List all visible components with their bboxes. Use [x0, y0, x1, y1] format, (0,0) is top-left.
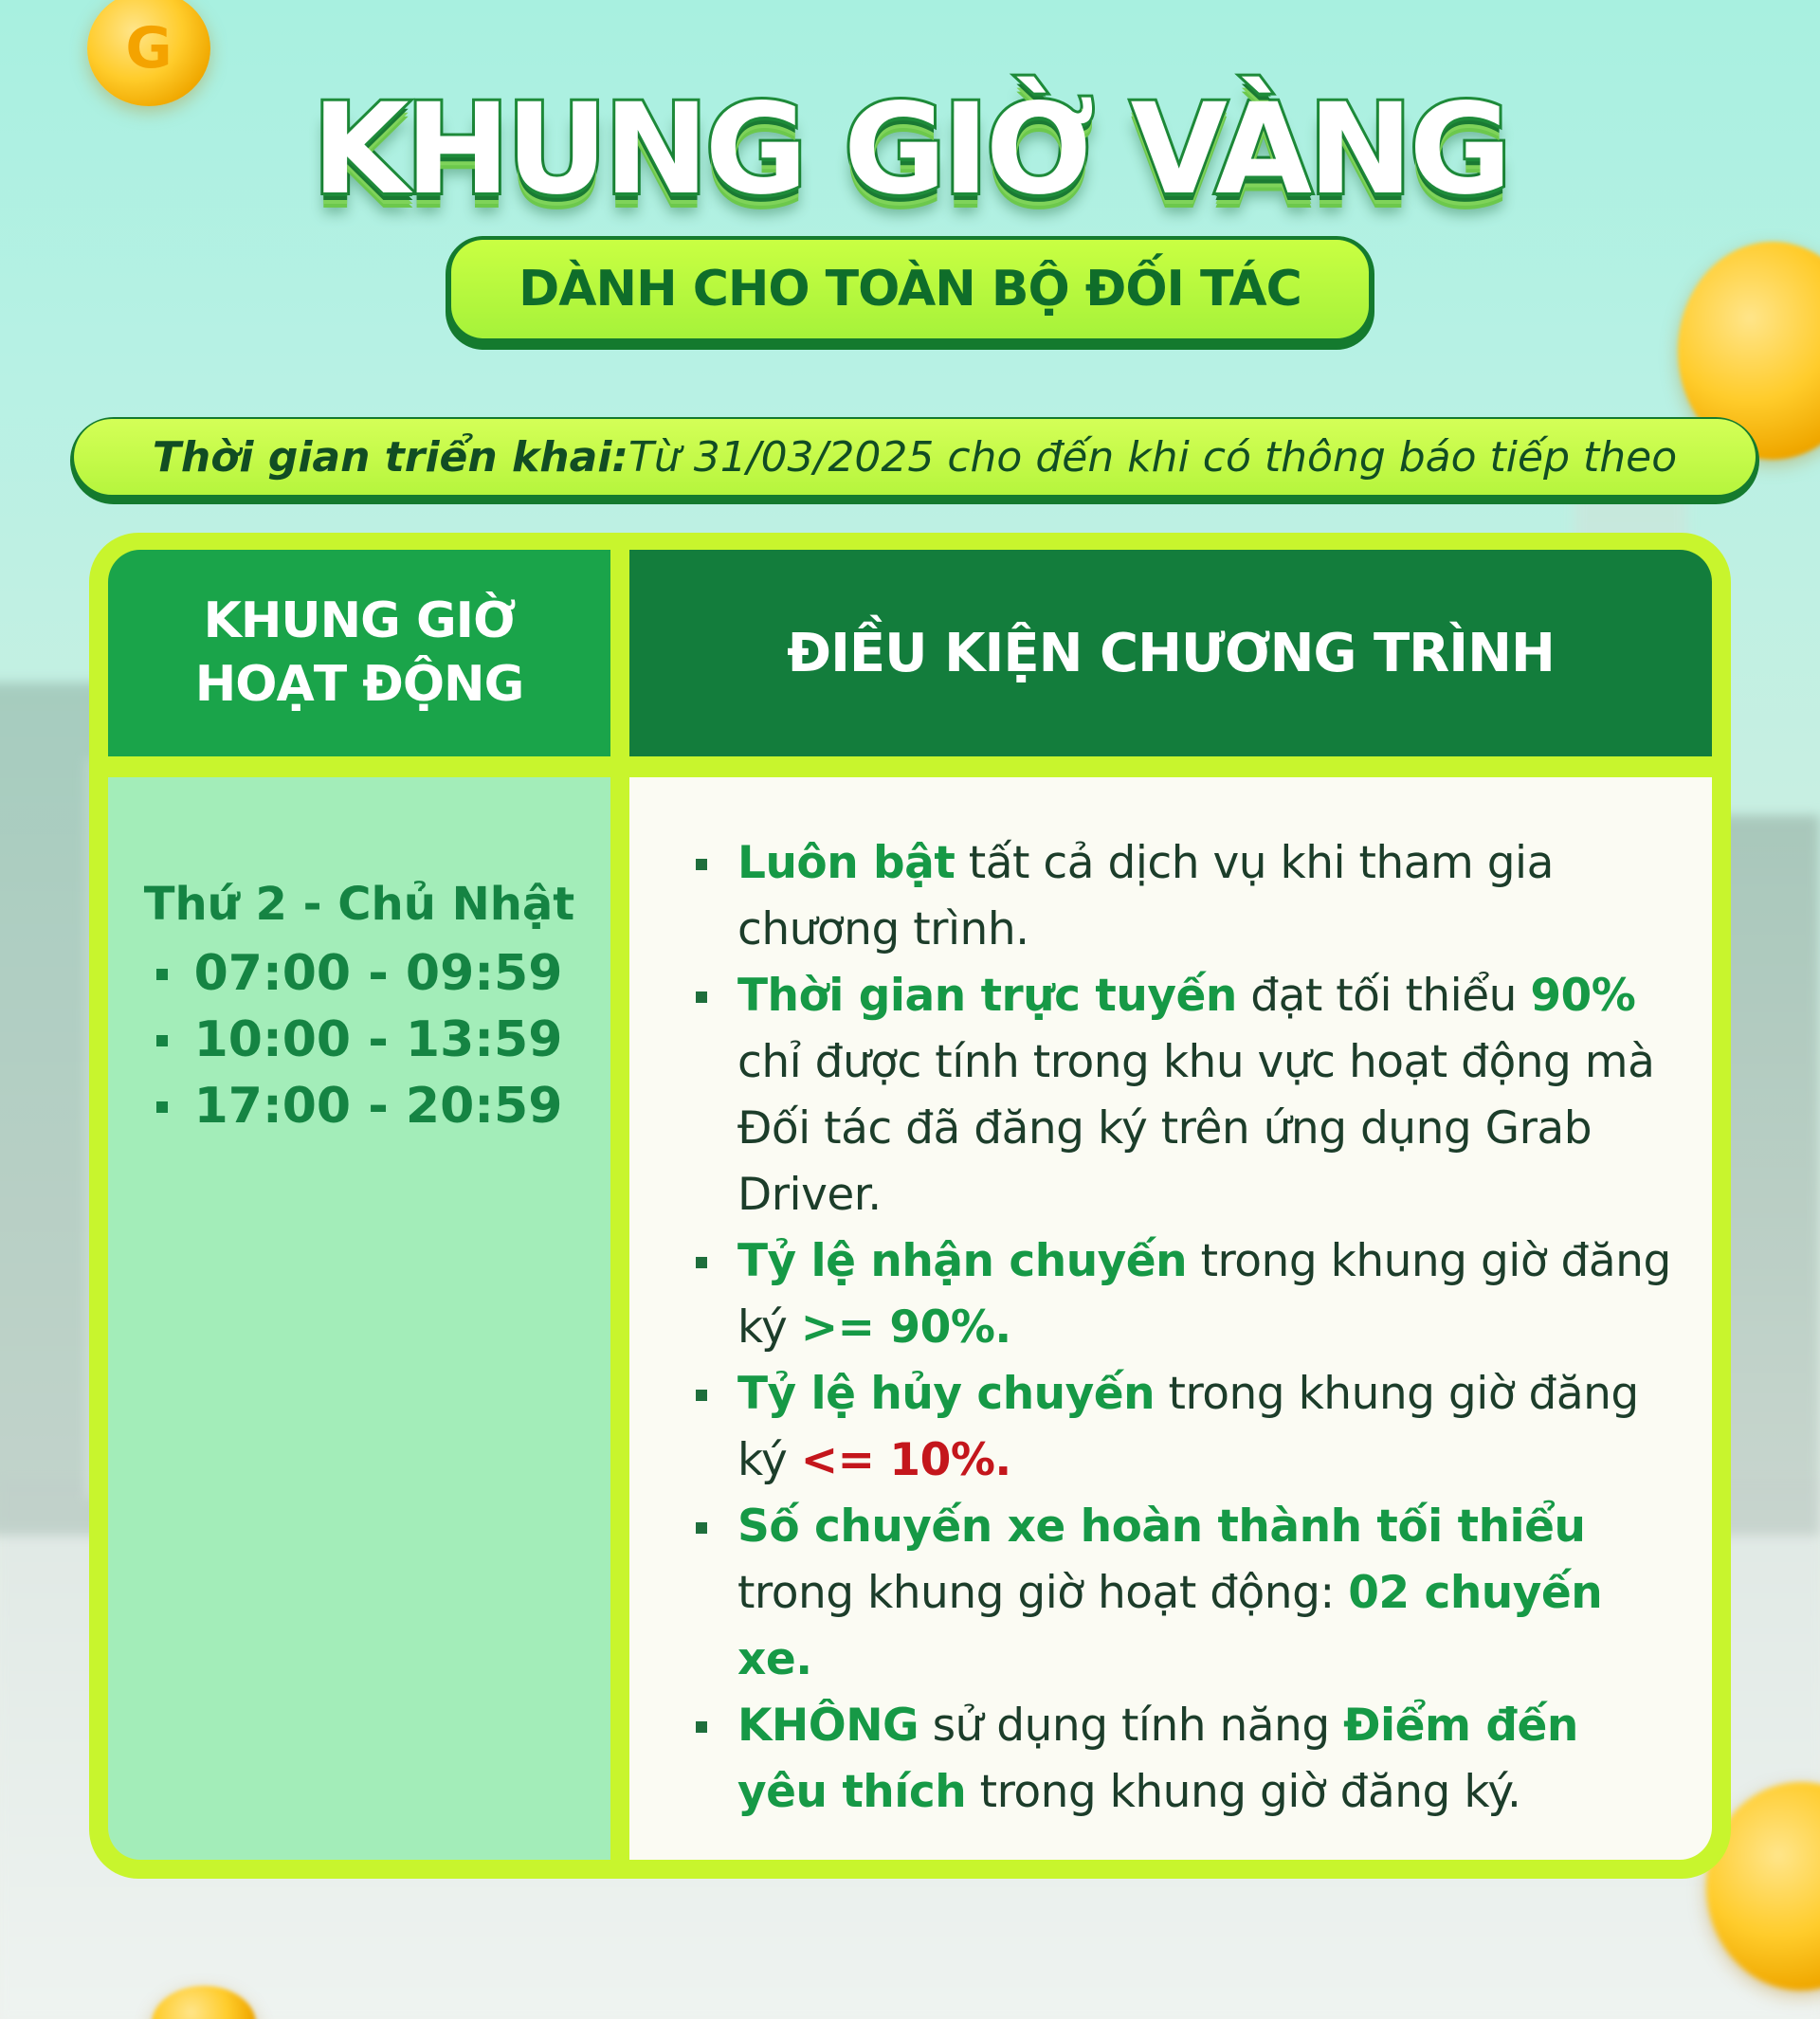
condition-highlight: KHÔNG: [737, 1700, 919, 1752]
condition-value: 02 chuyến xe.: [737, 1567, 1603, 1685]
condition-no-favorite-destination: [696, 1693, 1672, 1826]
condition-highlight: Số chuyến xe hoàn thành tối thiểu: [737, 1501, 1586, 1553]
header-active-hours-line1: KHUNG GIỜ: [203, 592, 516, 650]
coin-letter: G: [125, 15, 173, 82]
slot-list: [156, 940, 563, 1139]
header-active-hours-line2: HOẠT ĐỘNG: [194, 656, 524, 713]
condition-online-time: [696, 963, 1672, 1228]
condition-text: trong khung giờ đăng ký.: [966, 1766, 1521, 1818]
condition-list: [696, 830, 1672, 1826]
subtitle-text: DÀNH CHO TOÀN BỘ ĐỐI TÁC: [451, 240, 1369, 338]
condition-text: đạt tối thiểu: [1236, 970, 1531, 1022]
header-active-hours: [108, 550, 610, 756]
header-conditions: ĐIỀU KIỆN CHƯƠNG TRÌNH: [629, 550, 1712, 756]
timeline-label: Thời gian triển khai:: [152, 432, 628, 482]
condition-acceptance-rate: [696, 1228, 1672, 1361]
schedule: [108, 878, 610, 1139]
condition-value: Điểm đến yêu thích: [737, 1700, 1578, 1818]
schedule-cell: [108, 777, 610, 1860]
time-slot: 07:00 - 09:59: [156, 940, 563, 1007]
condition-highlight: Tỷ lệ nhận chuyến: [737, 1235, 1188, 1287]
condition-text: trong khung giờ đăng ký: [737, 1368, 1639, 1486]
condition-text: sử dụng tính năng: [919, 1700, 1344, 1752]
condition-highlight: Luôn bật: [737, 837, 956, 889]
condition-value: >= 90%.: [800, 1301, 1011, 1354]
condition-cancel-rate: [696, 1361, 1672, 1494]
condition-text: trong khung giờ hoạt động:: [737, 1567, 1349, 1619]
conditions-cell: [629, 777, 1712, 1860]
timeline-banner: [70, 417, 1759, 504]
condition-value: 90%: [1530, 970, 1636, 1022]
time-slot: 10:00 - 13:59: [156, 1007, 563, 1073]
subtitle-badge: [446, 236, 1374, 350]
time-slot: 17:00 - 20:59: [156, 1073, 563, 1139]
program-table: [89, 533, 1731, 1879]
condition-text: chỉ được tính trong khu vực hoạt động mà Đối tác đã đăng ký trên ứng dụng Grab Driver.: [737, 1036, 1655, 1221]
condition-always-on: [696, 830, 1672, 963]
condition-highlight: Thời gian trực tuyến: [737, 970, 1237, 1022]
page-title: KHUNG GIỜ VÀNG: [312, 77, 1508, 223]
condition-min-trips: [696, 1494, 1672, 1693]
condition-value: <= 10%.: [800, 1434, 1011, 1486]
condition-text: tất cả dịch vụ khi tham gia chương trình.: [737, 837, 1554, 955]
timeline-value: Từ 31/03/2025 cho đến khi có thông báo tiếp theo: [628, 432, 1678, 482]
condition-highlight: Tỷ lệ hủy chuyến: [737, 1368, 1156, 1420]
schedule-days: Thứ 2 - Chủ Nhật: [143, 878, 575, 931]
condition-text: trong khung giờ đăng ký: [737, 1235, 1671, 1354]
